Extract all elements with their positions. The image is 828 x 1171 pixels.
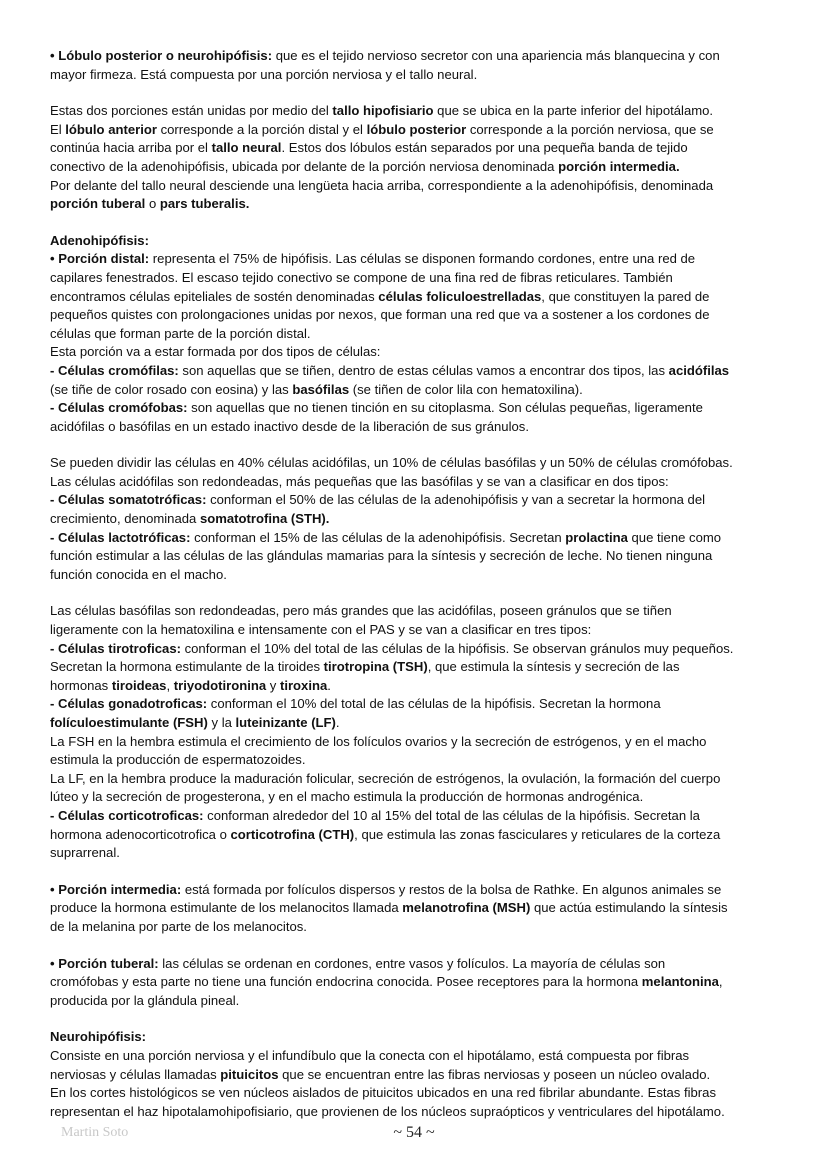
text-run: Secretan la hormona estimulante de la tiroides (50, 659, 324, 675)
text-line (50, 381, 780, 400)
text-line (50, 454, 780, 473)
text-run: conforman el 10% del total de las células de la hipófisis. Secretan la hormona (207, 696, 661, 712)
paragraph (50, 232, 780, 437)
text-line (50, 751, 780, 770)
text-run: conforman el 15% de las células de la adenohipófisis. Secretan (190, 529, 566, 545)
bold-text: tiroideas (111, 677, 167, 693)
text-run: , que estimula las zonas fasciculares y reticulares de la corteza (354, 826, 721, 842)
text-run: corresponde a la porción nerviosa, que se (466, 121, 714, 137)
text-line (50, 807, 780, 826)
text-line (50, 714, 780, 733)
text-run: que se ubica en la parte inferior del hipotálamo. (433, 103, 714, 119)
bold-text: • Porción intermedia: (50, 881, 182, 897)
bold-text: tallo hipofisiario (332, 103, 434, 119)
text-run: . (335, 715, 340, 730)
text-line (50, 250, 780, 269)
text-run: que actúa estimulando la síntesis (530, 900, 728, 916)
text-run: Se pueden dividir las células en 40% células acidófilas, un 10% de células basófilas y un 50% de células cromófobas. (50, 455, 733, 471)
text-run: corresponde a la porción distal y el (156, 121, 367, 137)
text-run: estimula la producción de espermatozoides. (50, 752, 306, 768)
text-run: , (166, 677, 174, 693)
text-line (50, 918, 780, 937)
text-line (50, 640, 780, 659)
bold-text: luteinizante (LF) (235, 715, 336, 730)
text-run: hormona adenocorticotrofica o (50, 826, 231, 842)
text-run: (se tiñe de color rosado con eosina) y las (50, 381, 293, 397)
text-run: lúteo y la secreción de progesterona, y en el macho estimula la producción de hormonas androgénica. (50, 789, 644, 805)
bold-text: folículoestimulante (FSH) (50, 715, 208, 730)
document-body (50, 47, 780, 1139)
text-run: y la (207, 715, 236, 730)
bold-text: somatotrofina (STH). (199, 511, 330, 527)
text-run: células que forman parte de la porción distal. (50, 325, 311, 341)
text-run: conforman el 50% de las células de la adenohipófisis y van a secretar la hormona del (206, 492, 706, 508)
bold-text: melanotrofina (MSH) (402, 900, 531, 916)
text-line (50, 473, 780, 492)
text-line (50, 418, 780, 437)
paragraph (50, 454, 780, 584)
text-run: Consiste en una porción nerviosa y el infundíbulo que la conecta con el hipotálamo, está compuesta por fibras (50, 1047, 690, 1063)
text-run: conectivo de la adenohipófisis, ubicada por delante de la porción nerviosa denominada (50, 158, 559, 174)
page-number: ~ 54 ~ (393, 1124, 435, 1141)
paragraph (50, 47, 780, 84)
text-run: ligeramente con la hematoxilina e intensamente con el PAS y se van a clasificar en tres tipos: (50, 622, 592, 638)
bold-text: Adenohipófisis: (50, 232, 149, 248)
text-run: nerviosas y células llamadas (50, 1066, 221, 1082)
text-line (50, 955, 780, 974)
text-run: La FSH en la hembra estimula el crecimiento de los folículos ovarios y la secreción de estrógenos, y en el macho (50, 733, 707, 749)
text-run: capilares fenestrados. El escaso tejido conectivo se compone de una fina red de fibras reticulares. También (50, 269, 673, 285)
text-line (50, 491, 780, 510)
text-run: pequeños quistes con prolongaciones unidas por nexos, que forman una red que va a sostener a los cordones de (50, 307, 710, 323)
text-line (50, 899, 780, 918)
text-line (50, 1047, 780, 1066)
text-line (50, 1103, 780, 1122)
paragraph (50, 1028, 780, 1121)
text-run: conforman el 10% del total de las células de la hipófisis. Se observan gránulos muy pequeños. (180, 640, 734, 656)
bold-text: Neurohipófisis: (50, 1029, 147, 1045)
paragraph (50, 602, 780, 862)
text-line (50, 695, 780, 714)
text-run: producida por la glándula pineal. (50, 992, 240, 1008)
text-run: conforman alrededor del 10 al 15% del total de las células de la hipófisis. Secretan la (203, 807, 700, 823)
text-run: Las células acidófilas son redondeadas, más pequeñas que las basófilas y se van a clasificar en dos tipos: (50, 473, 669, 489)
text-run: son aquellas que no tienen tinción en su citoplasma. Son células pequeñas, ligeramente (187, 400, 703, 416)
text-run: continúa hacia arriba por el (50, 140, 212, 156)
text-run: de la melanina por parte de los melanocitos. (50, 918, 307, 934)
text-line (50, 121, 780, 140)
text-line (50, 621, 780, 640)
bold-text: - Células cromófilas: (50, 362, 179, 378)
text-run: , que constituyen la pared de (541, 288, 710, 304)
text-line (50, 566, 780, 585)
text-run: que se encuentran entre las fibras nerviosas y poseen un núcleo ovalado. (278, 1066, 711, 1082)
text-line (50, 325, 780, 344)
text-line (50, 102, 780, 121)
bold-text: - Células corticotroficas: (50, 807, 204, 823)
text-line (50, 1066, 780, 1085)
bold-text: prolactina (565, 529, 628, 545)
text-run: hormonas (50, 677, 112, 693)
bold-text: pars tuberalis. (159, 196, 250, 212)
text-line (50, 973, 780, 992)
text-run: representan el haz hipotalamohipofisiario, que provienen de los núcleos supraópticos y ventriculares del hipotálamo. (50, 1103, 725, 1119)
text-line (50, 399, 780, 418)
text-run: representa el 75% de hipófisis. Las células se disponen formando cordones, entre una red de (149, 251, 696, 267)
bold-text: - Células lactotróficas: (50, 529, 191, 545)
text-line (50, 232, 780, 251)
bold-text: melantonina (641, 974, 719, 990)
paragraph (50, 881, 780, 937)
bold-text: - Células cromófobas: (50, 400, 188, 416)
text-line (50, 1084, 780, 1103)
bold-text: • Porción tuberal: (50, 955, 159, 971)
bold-text: tallo neural (211, 140, 282, 156)
bold-text: corticotrofina (CTH) (230, 826, 355, 842)
bold-text: • Porción distal: (50, 251, 150, 267)
text-line (50, 66, 780, 85)
text-line (50, 177, 780, 196)
bold-text: basófilas (292, 381, 350, 397)
text-line (50, 510, 780, 529)
text-run: Por delante del tallo neural desciende una lengüeta hacia arriba, correspondiente a la adenohipófisis, denominada (50, 177, 714, 193)
text-line (50, 677, 780, 696)
text-line (50, 881, 780, 900)
text-run: que tiene como (627, 529, 722, 545)
text-line (50, 362, 780, 381)
text-run: las células se ordenan en cordones, entre vasos y folículos. La mayoría de células son (158, 955, 666, 971)
text-run: Esta porción va a estar formada por dos tipos de células: (50, 344, 381, 360)
text-run: y (266, 677, 280, 693)
text-run: produce la hormona estimulante de los melanocitos llamada (50, 900, 403, 916)
text-run: mayor firmeza. Está compuesta por una porción nerviosa y el tallo neural. (50, 66, 478, 82)
text-run: Estas dos porciones están unidas por medio del (50, 103, 333, 119)
bold-text: porción tuberal (50, 196, 146, 212)
bold-text: - Células gonadotroficas: (50, 696, 208, 712)
text-run: que es el tejido nervioso secretor con una apariencia más blanquecina y con (272, 48, 720, 63)
text-run: crecimiento, denominada (50, 511, 200, 527)
text-line (50, 602, 780, 621)
text-line (50, 47, 780, 66)
text-run: cromófobas y esta parte no tiene una función endocrina conocida. Posee receptores para la hormona (50, 974, 642, 990)
text-run: encontramos células epiteliales de sostén denominadas (50, 288, 379, 304)
text-line (50, 195, 780, 214)
text-run: función conocida en el macho. (50, 566, 227, 582)
text-run: (se tiñen de color lila con hematoxilina). (349, 381, 583, 397)
footer-author: Martin Soto (61, 1125, 129, 1140)
text-run: está formada por folículos dispersos y restos de la bolsa de Rathke. En algunos animales se (181, 881, 722, 897)
bold-text: pituicitos (220, 1066, 279, 1082)
bold-text: acidófilas (668, 362, 730, 378)
bold-text: - Células somatotróficas: (50, 492, 207, 508)
text-run: o (145, 196, 160, 212)
paragraph (50, 955, 780, 1011)
text-line (50, 826, 780, 845)
bold-text: triyodotironina (173, 677, 267, 693)
text-run: En los cortes histológicos se ven núcleos aislados de pituicitos ubicados en una red fibrilar abundante. Estas fibras (50, 1085, 716, 1101)
bold-text: • Lóbulo posterior o neurohipófisis: (50, 48, 273, 63)
text-run: son aquellas que se tiñen, dentro de estas células vamos a encontrar dos tipos, las (178, 362, 669, 378)
text-line (50, 547, 780, 566)
text-line (50, 992, 780, 1011)
text-line (50, 1028, 780, 1047)
text-run: , (718, 974, 723, 990)
text-line (50, 343, 780, 362)
bold-text: tirotropina (TSH) (323, 659, 428, 675)
text-run: , que estimula la síntesis y secreción de las (427, 659, 680, 675)
text-line (50, 306, 780, 325)
text-line (50, 288, 780, 307)
text-line (50, 770, 780, 789)
text-line (50, 658, 780, 677)
text-run: La LF, en la hembra produce la maduración folicular, secreción de estrógenos, la ovulación, la formación del cuerpo (50, 770, 721, 786)
text-line (50, 269, 780, 288)
text-run: . (327, 677, 331, 693)
bold-text: porción intermedia. (558, 158, 680, 174)
text-run: . Estos dos lóbulos están separados por una pequeña banda de tejido (281, 140, 688, 156)
text-run: función estimular a las células de las glándulas mamarias para la síntesis y secreción de leche. No tienen ninguna (50, 548, 713, 564)
text-run: suprarrenal. (50, 845, 120, 861)
text-line (50, 844, 780, 863)
text-run: Las células basófilas son redondeadas, pero más grandes que las acidófilas, poseen gránulos que se tiñen (50, 603, 672, 619)
text-line (50, 158, 780, 177)
bold-text: lóbulo posterior (366, 121, 467, 137)
text-line (50, 529, 780, 548)
text-line (50, 733, 780, 752)
text-line (50, 788, 780, 807)
bold-text: células foliculoestrelladas (378, 288, 542, 304)
text-run: acidófilas o basófilas en un estado inactivo desde de la liberación de sus gránulos. (50, 418, 529, 434)
bold-text: lóbulo anterior (65, 121, 157, 137)
text-line (50, 139, 780, 158)
text-run: El (50, 121, 66, 137)
paragraph (50, 102, 780, 214)
bold-text: tiroxina (279, 677, 328, 693)
bold-text: - Células tirotroficas: (50, 640, 181, 656)
